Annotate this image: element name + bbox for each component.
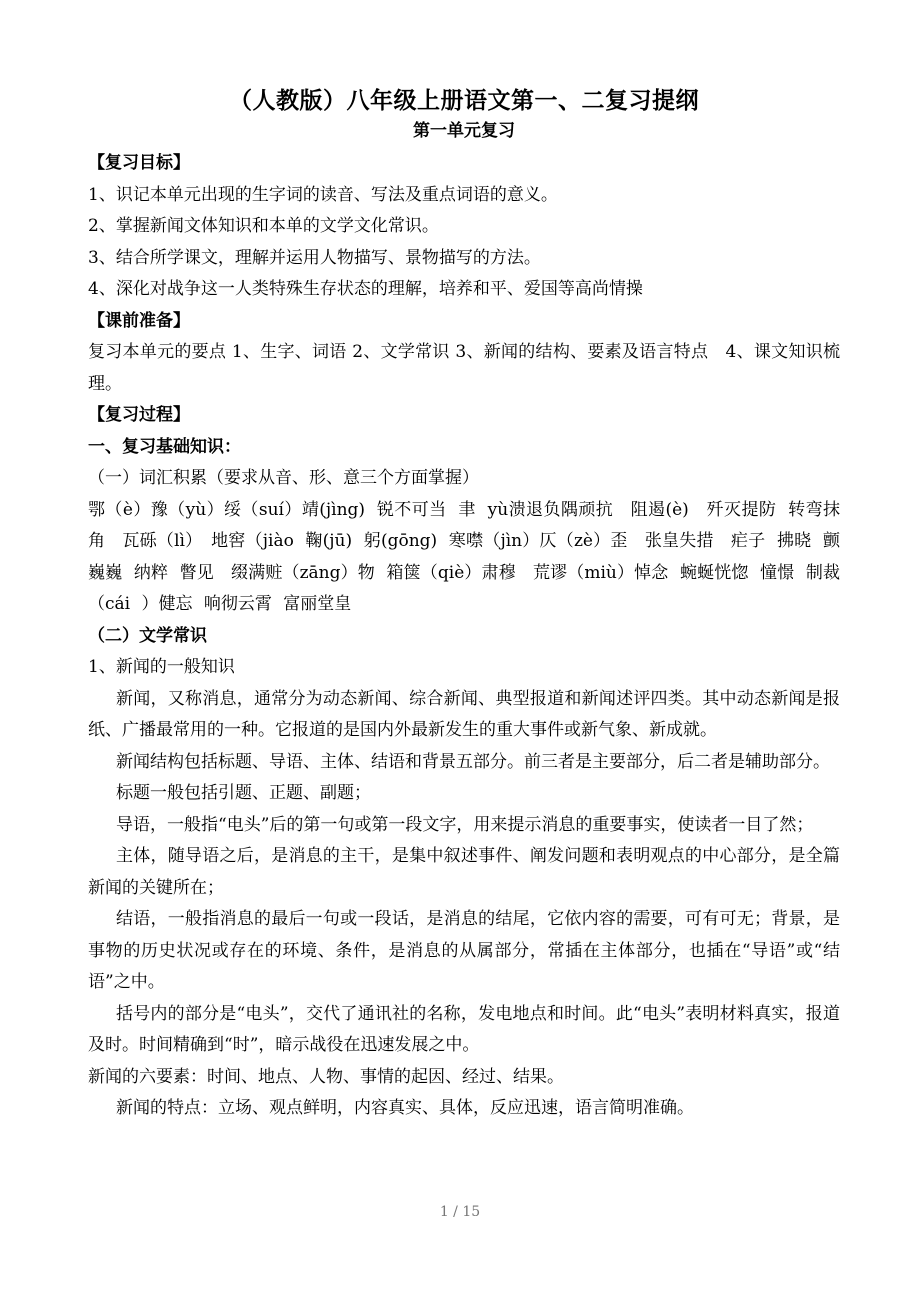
unit-subtitle: 第一单元复习 — [413, 121, 515, 141]
vocab-header: （一）词汇积累（要求从音、形、意三个方面掌握） — [88, 468, 479, 488]
news-paragraph: 导语，一般指“电头”后的第一句或第一段文字，用来提示消息的重要事实，使读者一目了然； — [116, 814, 814, 835]
page-number: 1 / 15 — [439, 1204, 481, 1220]
news-paragraph: 主体，随导语之后，是消息的主干，是集中叙述事件、阐发问题和表明观点的中心部分，是全篇新闻的关键所在； — [88, 846, 840, 898]
news-paragraph: 标题一般包括引题、正题、副题； — [116, 783, 371, 803]
news-features-text: 新闻的特点：立场、观点鲜明，内容真实、具体，反应迅速，语言简明准确。 — [116, 1098, 694, 1118]
goal-item: 4、深化对战争这一人类特殊生存状态的理解，培养和平、爱国等高尚情操 — [88, 279, 643, 299]
vocab-text: 鄂（è）豫（yù）绥（suí）靖(jìng) 锐不可当 聿 yù溃退负隅顽抗 阻遏(è) 歼灭提防 转弯抹角 瓦砾（lì） 地窖（jiào 鞠(jū) 躬(gōng) 寒噤（jìn）仄（zè）歪 张皇失措 疟子 拂晓 颤巍巍 纳粹 瞥见 缀满赃（zāng）物 箱箧（qiè）肃穆 荒谬（miù）悼念 蜿蜒恍惚 憧憬 制裁（cái ）健忘 响彻云霄 富丽堂皇 — [88, 499, 840, 614]
prep-header: 【课前准备】 — [88, 310, 190, 331]
goal-item: 3、结合所学课文，理解并运用人物描写、景物描写的方法。 — [88, 247, 541, 268]
document-page — [88, 84, 840, 1125]
news-paragraph: 括号内的部分是“电头”，交代了通讯社的名称，发电地点和时间。此“电头”表明材料真实，报道及时。时间精确到“时”，暗示战役在迅速发展之中。 — [88, 1003, 840, 1055]
goals-header: 【复习目标】 — [88, 153, 190, 173]
news-paragraph: 新闻，又称消息，通常分为动态新闻、综合新闻、典型报道和新闻述评四类。其中动态新闻是报纸、广播最常用的一种。它报道的是国内外最新发生的重大事件或新气象、新成就。 — [88, 688, 840, 740]
literature-header: （二）文学常识 — [88, 625, 207, 646]
goal-item: 1、识记本单元出现的生字词的读音、写法及重点词语的意义。 — [88, 184, 558, 205]
news-knowledge-header: 1、新闻的一般知识 — [88, 657, 235, 677]
process-header: 【复习过程】 — [88, 405, 190, 425]
six-elements-text: 新闻的六要素：时间、地点、人物、事情的起因、经过、结果。 — [88, 1066, 564, 1087]
document-title: （人教版）八年级上册语文第一、二复习提纲 — [229, 87, 699, 114]
news-paragraph: 新闻结构包括标题、导语、主体、结语和背景五部分。前三者是主要部分，后二者是辅助部分。 — [116, 751, 830, 772]
goal-item: 2、掌握新闻文体知识和本单的文学文化常识。 — [88, 216, 439, 236]
prep-text: 复习本单元的要点 1、生字、词语 2、文学常识 3、新闻的结构、要素及语言特点 4、课文知识梳理。 — [88, 342, 840, 394]
news-paragraph: 结语，一般指消息的最后一句或一段话，是消息的结尾，它依内容的需要，可有可无；背景，是事物的历史状况或存在的环境、条件，是消息的从属部分，常插在主体部分，也插在“导语”或“结语”之中。 — [88, 909, 840, 992]
section-basic-knowledge-header: 一、复习基础知识： — [88, 436, 241, 457]
